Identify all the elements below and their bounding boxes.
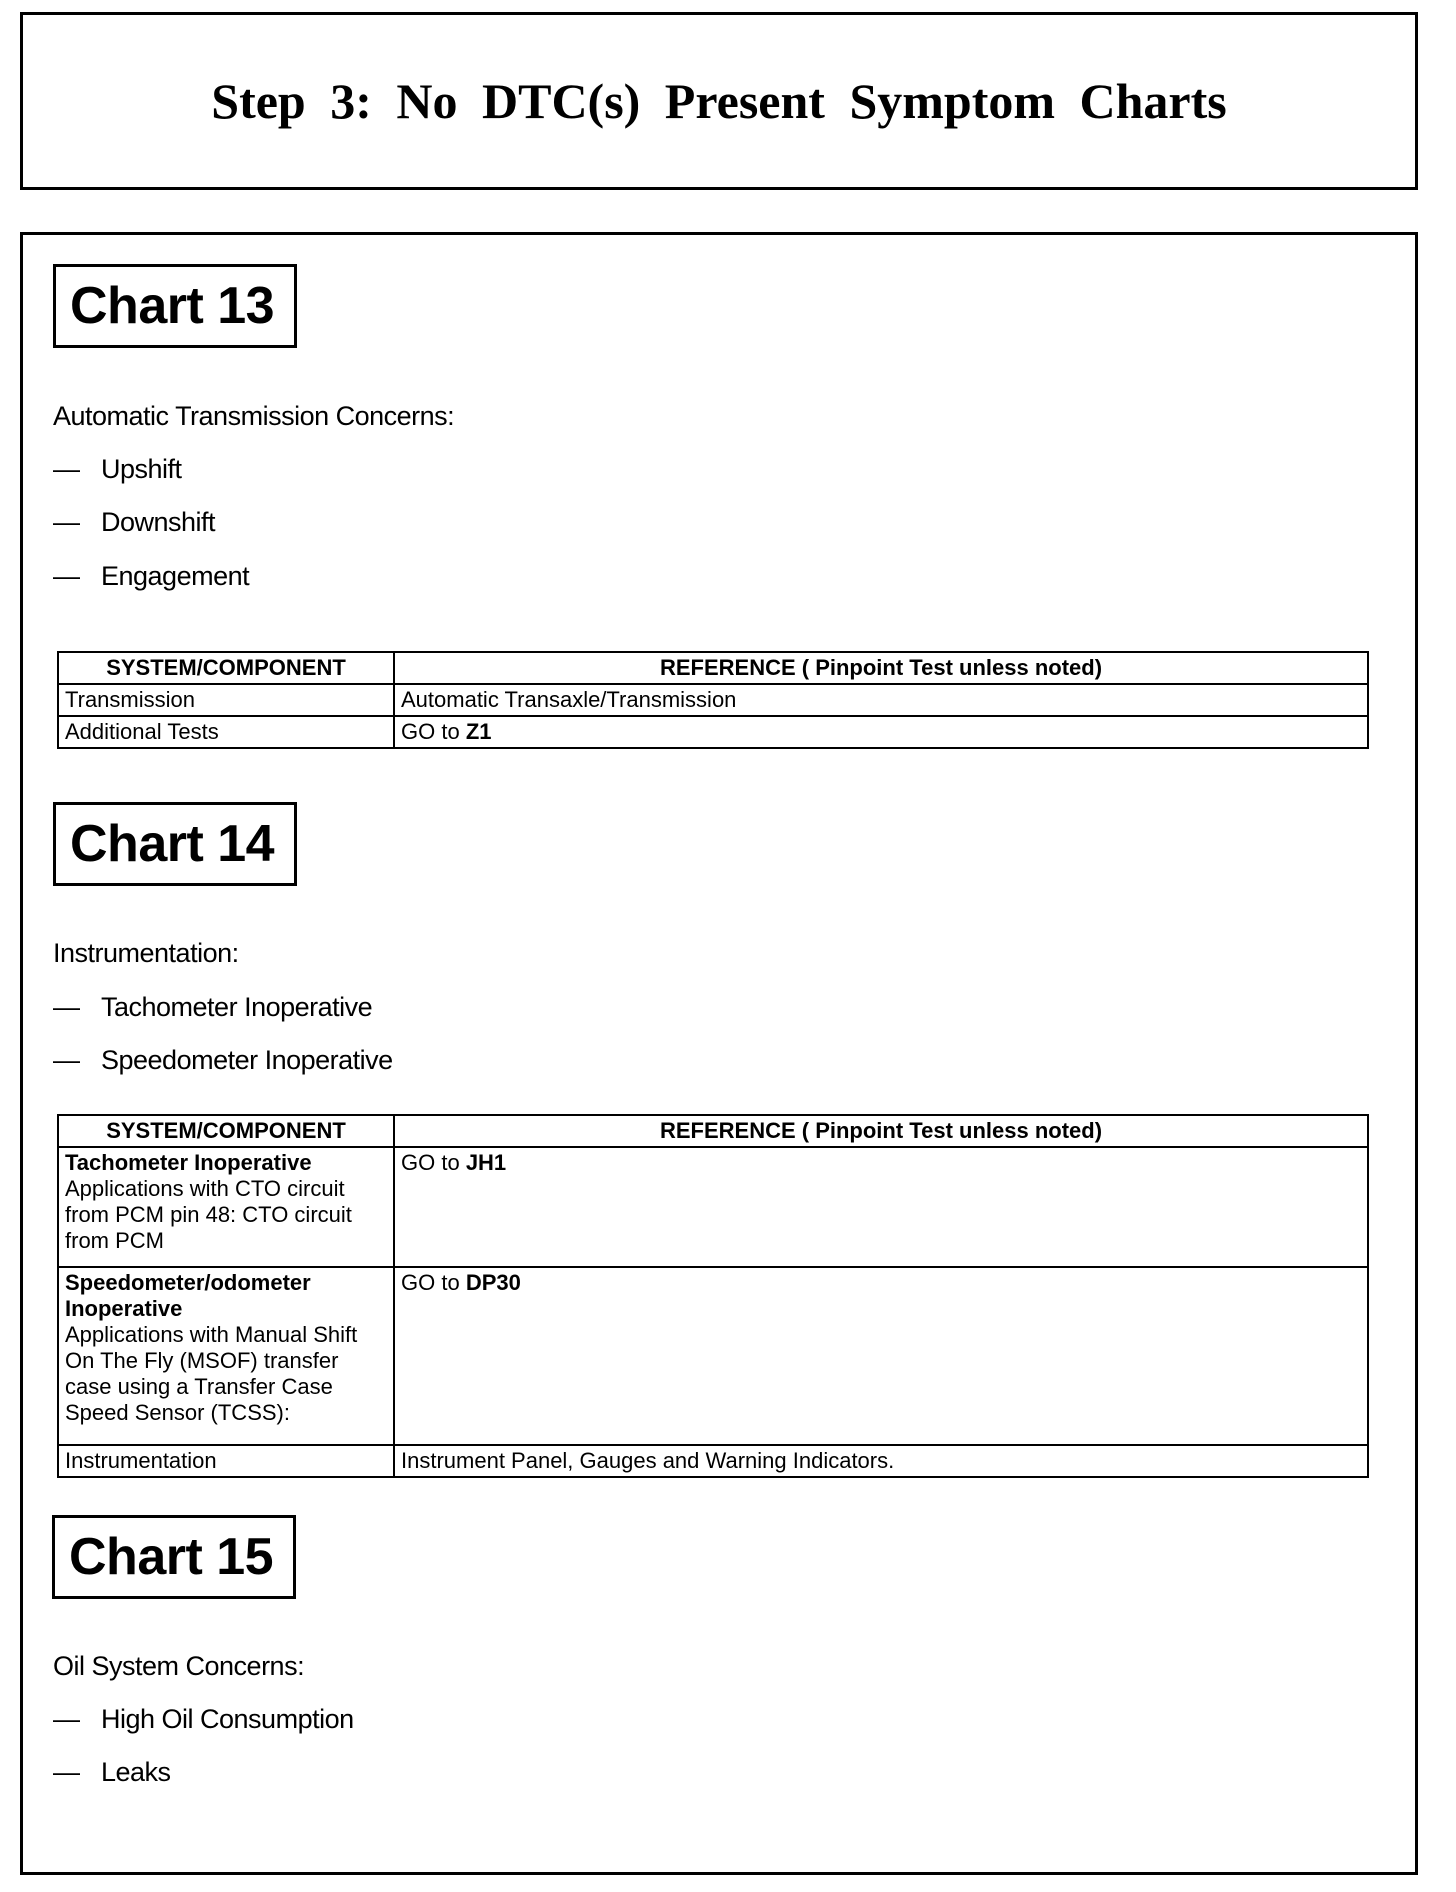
chart-13-item <box>53 454 182 485</box>
ref-code: Z1 <box>465 719 492 744</box>
table-header-row <box>58 652 1368 684</box>
ref-prefix: GO to <box>401 719 460 744</box>
cell-reference: Instrument Panel, Gauges and Warning Indicators. <box>394 1445 1368 1477</box>
dash: — <box>53 454 80 484</box>
chart-15-intro: Oil System Concerns: <box>53 1651 305 1681</box>
item-text: High Oil Consumption <box>101 1704 354 1734</box>
chart-15-item <box>53 1704 354 1735</box>
chart-14-intro: Instrumentation: <box>53 938 239 968</box>
cell-reference <box>394 716 1368 748</box>
page-title: Step 3: No DTC(s) Present Symptom Charts <box>211 73 1227 129</box>
dash: — <box>53 507 80 537</box>
system-detail: Applications with Manual Shift On The Fly (MSOF) transfer case using a Transfer Case Speed Sensor (TCSS): <box>65 1322 358 1425</box>
table-row <box>58 1267 1368 1445</box>
cell-reference: Automatic Transaxle/Transmission <box>394 684 1368 716</box>
chart-14-table <box>57 1114 1369 1478</box>
system-detail: Applications with CTO circuit from PCM pin 48: CTO circuit from PCM <box>65 1176 352 1253</box>
header-reference: REFERENCE ( Pinpoint Test unless noted) <box>394 652 1368 684</box>
table-row <box>58 1147 1368 1267</box>
dash: — <box>53 992 80 1022</box>
header-system: SYSTEM/COMPONENT <box>58 652 394 684</box>
cell-system: Additional Tests <box>58 716 394 748</box>
dash: — <box>53 1757 80 1787</box>
ref-prefix: GO to <box>401 1270 460 1295</box>
chart-14-item <box>53 992 372 1023</box>
chart-15-label: Chart 15 <box>52 1515 296 1599</box>
chart-15-item <box>53 1757 171 1788</box>
cell-reference <box>394 1147 1368 1267</box>
table-row <box>58 716 1368 748</box>
table-row <box>58 684 1368 716</box>
item-text: Leaks <box>101 1757 171 1787</box>
dash: — <box>53 1045 80 1075</box>
header-reference: REFERENCE ( Pinpoint Test unless noted) <box>394 1115 1368 1147</box>
cell-reference <box>394 1267 1368 1445</box>
chart-13-item <box>53 507 215 538</box>
dash: — <box>53 561 80 591</box>
item-text: Downshift <box>101 507 216 537</box>
chart-13-table <box>57 651 1369 749</box>
cell-system: Instrumentation <box>58 1445 394 1477</box>
cell-system <box>58 1267 394 1445</box>
table-row <box>58 1445 1368 1477</box>
chart-14-label: Chart 14 <box>53 802 297 886</box>
cell-system <box>58 1147 394 1267</box>
chart-14-item <box>53 1045 393 1076</box>
system-name: Speedometer/odometer Inoperative <box>65 1270 311 1321</box>
item-text: Tachometer Inoperative <box>101 992 373 1022</box>
item-text: Speedometer Inoperative <box>101 1045 393 1075</box>
dash: — <box>53 1704 80 1734</box>
cell-system: Transmission <box>58 684 394 716</box>
chart-13-item <box>53 561 249 592</box>
table-header-row <box>58 1115 1368 1147</box>
ref-prefix: GO to <box>401 1150 460 1175</box>
item-text: Engagement <box>101 561 250 591</box>
ref-code: JH1 <box>465 1150 507 1175</box>
item-text: Upshift <box>101 454 182 484</box>
page-title-box <box>20 12 1418 190</box>
system-name: Tachometer Inoperative <box>65 1150 312 1175</box>
chart-13-label: Chart 13 <box>53 264 297 348</box>
header-system: SYSTEM/COMPONENT <box>58 1115 394 1147</box>
ref-code: DP30 <box>465 1270 521 1295</box>
chart-13-intro: Automatic Transmission Concerns: <box>53 401 455 431</box>
